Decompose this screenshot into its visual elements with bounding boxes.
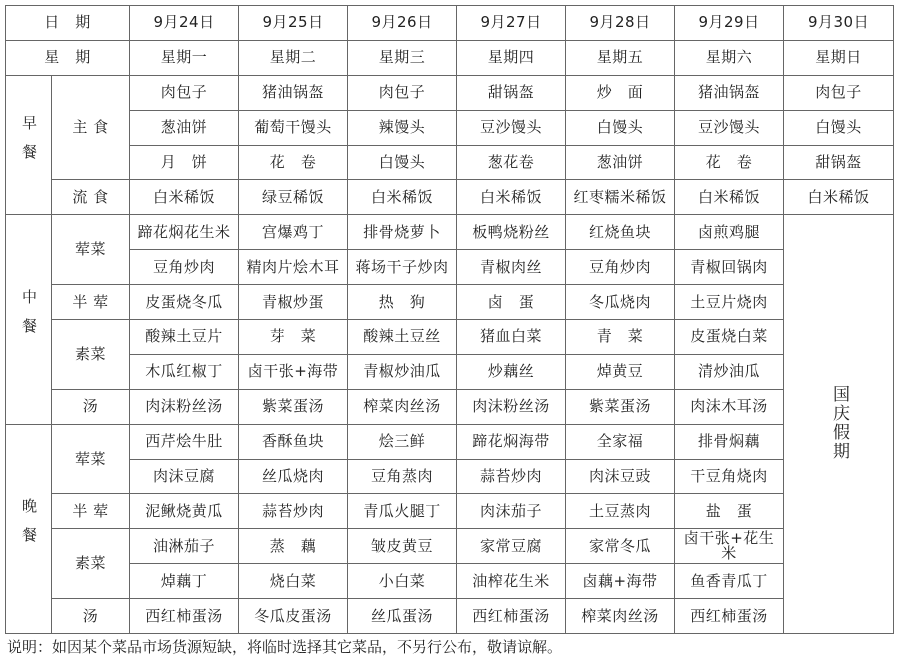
menu-cell: 热 狗 xyxy=(348,285,457,320)
menu-cell: 精肉片烩木耳 xyxy=(239,250,348,285)
table-row xyxy=(6,494,894,529)
table-row xyxy=(6,459,894,494)
table-row xyxy=(6,354,894,389)
menu-cell: 月 饼 xyxy=(130,145,239,180)
menu-cell: 甜锅盔 xyxy=(784,145,894,180)
menu-cell: 白馒头 xyxy=(784,110,894,145)
menu-cell: 盐 蛋 xyxy=(675,494,784,529)
date-cell: 9月26日 xyxy=(348,6,457,41)
menu-cell: 白米稀饭 xyxy=(348,180,457,215)
menu-cell: 土豆蒸肉 xyxy=(566,494,675,529)
category-half_meat: 半 荤 xyxy=(52,285,130,320)
category-staple: 主 食 xyxy=(52,75,130,180)
table-row xyxy=(6,110,894,145)
menu-cell: 冬瓜烧肉 xyxy=(566,285,675,320)
weekday-cell: 星期三 xyxy=(348,40,457,75)
menu-cell: 葱油饼 xyxy=(566,145,675,180)
menu-cell: 辣馒头 xyxy=(348,110,457,145)
menu-cell: 家常豆腐 xyxy=(457,529,566,564)
menu-cell: 酸辣土豆丝 xyxy=(348,320,457,355)
menu-cell: 榨菜肉丝汤 xyxy=(566,599,675,634)
menu-cell: 烩三鲜 xyxy=(348,424,457,459)
menu-cell: 炒 面 xyxy=(566,75,675,110)
menu-cell: 绿豆稀饭 xyxy=(239,180,348,215)
menu-cell: 油榨花生米 xyxy=(457,564,566,599)
menu-cell: 排骨烧萝卜 xyxy=(348,215,457,250)
table-row xyxy=(6,320,894,355)
menu-cell: 西红柿蛋汤 xyxy=(130,599,239,634)
menu-cell: 肉沫茄子 xyxy=(457,494,566,529)
date-cell: 9月25日 xyxy=(239,6,348,41)
menu-cell: 肉沫豆腐 xyxy=(130,459,239,494)
menu-cell: 烧白菜 xyxy=(239,564,348,599)
menu-cell: 卤藕+海带 xyxy=(566,564,675,599)
menu-cell: 炒藕丝 xyxy=(457,354,566,389)
menu-cell: 红枣糯米稀饭 xyxy=(566,180,675,215)
menu-cell: 紫菜蛋汤 xyxy=(566,389,675,424)
menu-cell: 葱花卷 xyxy=(457,145,566,180)
menu-cell: 紫菜蛋汤 xyxy=(239,389,348,424)
category-soup: 汤 xyxy=(52,389,130,424)
table-row xyxy=(6,75,894,110)
table-row xyxy=(6,564,894,599)
weekday-cell: 星期一 xyxy=(130,40,239,75)
meal-label-dinner xyxy=(6,424,52,633)
menu-cell: 皱皮黄豆 xyxy=(348,529,457,564)
menu-cell: 青瓜火腿丁 xyxy=(348,494,457,529)
menu-cell: 丝瓜烧肉 xyxy=(239,459,348,494)
menu-cell: 青 菜 xyxy=(566,320,675,355)
table-row xyxy=(6,529,894,564)
menu-cell: 葡萄干馒头 xyxy=(239,110,348,145)
menu-cell: 葱油饼 xyxy=(130,110,239,145)
menu-cell: 蒋场干子炒肉 xyxy=(348,250,457,285)
menu-cell: 丝瓜蛋汤 xyxy=(348,599,457,634)
menu-cell: 肉沫粉丝汤 xyxy=(130,389,239,424)
holiday-cell xyxy=(784,215,894,634)
menu-cell: 肉沫粉丝汤 xyxy=(457,389,566,424)
meal-label-dinner-text: 晚餐 xyxy=(20,498,38,557)
holiday-cell-text: 国庆假期 xyxy=(829,384,850,461)
menu-cell: 香酥鱼块 xyxy=(239,424,348,459)
menu-cell: 宫爆鸡丁 xyxy=(239,215,348,250)
meal-label-lunch-text: 中餐 xyxy=(20,289,38,348)
table-row xyxy=(6,285,894,320)
menu-cell: 蒜苔炒肉 xyxy=(239,494,348,529)
category-veg: 素菜 xyxy=(52,529,130,599)
menu-cell: 豆沙馒头 xyxy=(457,110,566,145)
menu-cell: 泥鳅烧黄瓜 xyxy=(130,494,239,529)
category-soup: 汤 xyxy=(52,599,130,634)
menu-cell: 红烧鱼块 xyxy=(566,215,675,250)
table-row xyxy=(6,40,894,75)
table-row xyxy=(6,389,894,424)
weekday-cell: 星期六 xyxy=(675,40,784,75)
menu-cell: 白馒头 xyxy=(348,145,457,180)
menu-cell: 干豆角烧肉 xyxy=(675,459,784,494)
date-cell: 9月28日 xyxy=(566,6,675,41)
table-row xyxy=(6,250,894,285)
menu-cell: 猪血白菜 xyxy=(457,320,566,355)
category-liquid: 流 食 xyxy=(52,180,130,215)
menu-cell: 油淋茄子 xyxy=(130,529,239,564)
menu-cell: 皮蛋烧冬瓜 xyxy=(130,285,239,320)
weekday-cell: 星期二 xyxy=(239,40,348,75)
menu-cell: 西红柿蛋汤 xyxy=(675,599,784,634)
menu-cell: 蒸 藕 xyxy=(239,529,348,564)
menu-cell: 花 卷 xyxy=(675,145,784,180)
date-cell: 9月29日 xyxy=(675,6,784,41)
date-label: 日 期 xyxy=(6,6,130,41)
menu-cell: 青椒炒油瓜 xyxy=(348,354,457,389)
menu-cell: 豆角炒肉 xyxy=(130,250,239,285)
date-cell: 9月27日 xyxy=(457,6,566,41)
menu-cell: 卤干张+花生米 xyxy=(675,529,784,564)
menu-cell: 西红柿蛋汤 xyxy=(457,599,566,634)
menu-cell: 猪油锅盔 xyxy=(675,75,784,110)
menu-cell: 西芹烩牛肚 xyxy=(130,424,239,459)
menu-cell: 卤干张+海带 xyxy=(239,354,348,389)
menu-cell: 榨菜肉丝汤 xyxy=(348,389,457,424)
menu-cell: 小白菜 xyxy=(348,564,457,599)
menu-cell: 青椒回锅肉 xyxy=(675,250,784,285)
menu-cell: 酸辣土豆片 xyxy=(130,320,239,355)
menu-cell: 全家福 xyxy=(566,424,675,459)
menu-cell: 卤煎鸡腿 xyxy=(675,215,784,250)
table-row xyxy=(6,599,894,634)
menu-cell: 清炒油瓜 xyxy=(675,354,784,389)
menu-cell: 卤 蛋 xyxy=(457,285,566,320)
menu-cell: 肉沫木耳汤 xyxy=(675,389,784,424)
category-half_meat: 半 荤 xyxy=(52,494,130,529)
menu-cell: 豆角炒肉 xyxy=(566,250,675,285)
category-meat: 荤菜 xyxy=(52,215,130,285)
menu-cell: 白米稀饭 xyxy=(784,180,894,215)
weekday-label: 星 期 xyxy=(6,40,130,75)
menu-cell: 白米稀饭 xyxy=(457,180,566,215)
date-cell: 9月24日 xyxy=(130,6,239,41)
weekday-cell: 星期日 xyxy=(784,40,894,75)
table-row xyxy=(6,424,894,459)
menu-cell: 板鸭烧粉丝 xyxy=(457,215,566,250)
menu-cell: 木瓜红椒丁 xyxy=(130,354,239,389)
menu-cell: 蹄花焖花生米 xyxy=(130,215,239,250)
date-cell: 9月30日 xyxy=(784,6,894,41)
menu-cell: 鱼香青瓜丁 xyxy=(675,564,784,599)
weekly-menu-table xyxy=(5,5,894,634)
menu-cell: 甜锅盔 xyxy=(457,75,566,110)
menu-cell: 白馒头 xyxy=(566,110,675,145)
menu-cell: 家常冬瓜 xyxy=(566,529,675,564)
menu-cell: 蒜苔炒肉 xyxy=(457,459,566,494)
table-row xyxy=(6,145,894,180)
category-meat: 荤菜 xyxy=(52,424,130,494)
weekday-cell: 星期五 xyxy=(566,40,675,75)
menu-cell: 花 卷 xyxy=(239,145,348,180)
menu-cell: 芽 菜 xyxy=(239,320,348,355)
menu-cell: 焯黄豆 xyxy=(566,354,675,389)
table-row xyxy=(6,6,894,41)
weekday-cell: 星期四 xyxy=(457,40,566,75)
table-row xyxy=(6,215,894,250)
menu-cell: 白米稀饭 xyxy=(130,180,239,215)
menu-cell: 皮蛋烧白菜 xyxy=(675,320,784,355)
meal-label-lunch xyxy=(6,215,52,424)
menu-cell: 猪油锅盔 xyxy=(239,75,348,110)
menu-cell: 肉包子 xyxy=(784,75,894,110)
menu-cell: 肉包子 xyxy=(130,75,239,110)
menu-cell: 青椒肉丝 xyxy=(457,250,566,285)
category-veg: 素菜 xyxy=(52,320,130,390)
meal-label-breakfast xyxy=(6,75,52,215)
menu-cell: 排骨焖藕 xyxy=(675,424,784,459)
meal-label-breakfast-text: 早餐 xyxy=(20,114,38,173)
menu-cell: 豆角蒸肉 xyxy=(348,459,457,494)
menu-cell: 土豆片烧肉 xyxy=(675,285,784,320)
menu-cell: 白米稀饭 xyxy=(675,180,784,215)
table-row xyxy=(6,180,894,215)
menu-cell: 肉包子 xyxy=(348,75,457,110)
menu-cell: 豆沙馒头 xyxy=(675,110,784,145)
menu-cell: 青椒炒蛋 xyxy=(239,285,348,320)
menu-cell: 焯藕丁 xyxy=(130,564,239,599)
footnote: 说明：如因某个菜品市场货源短缺，将临时选择其它菜品，不另行公布，敬请谅解。 xyxy=(7,638,563,656)
menu-cell: 冬瓜皮蛋汤 xyxy=(239,599,348,634)
menu-cell: 蹄花焖海带 xyxy=(457,424,566,459)
menu-cell: 肉沫豆豉 xyxy=(566,459,675,494)
